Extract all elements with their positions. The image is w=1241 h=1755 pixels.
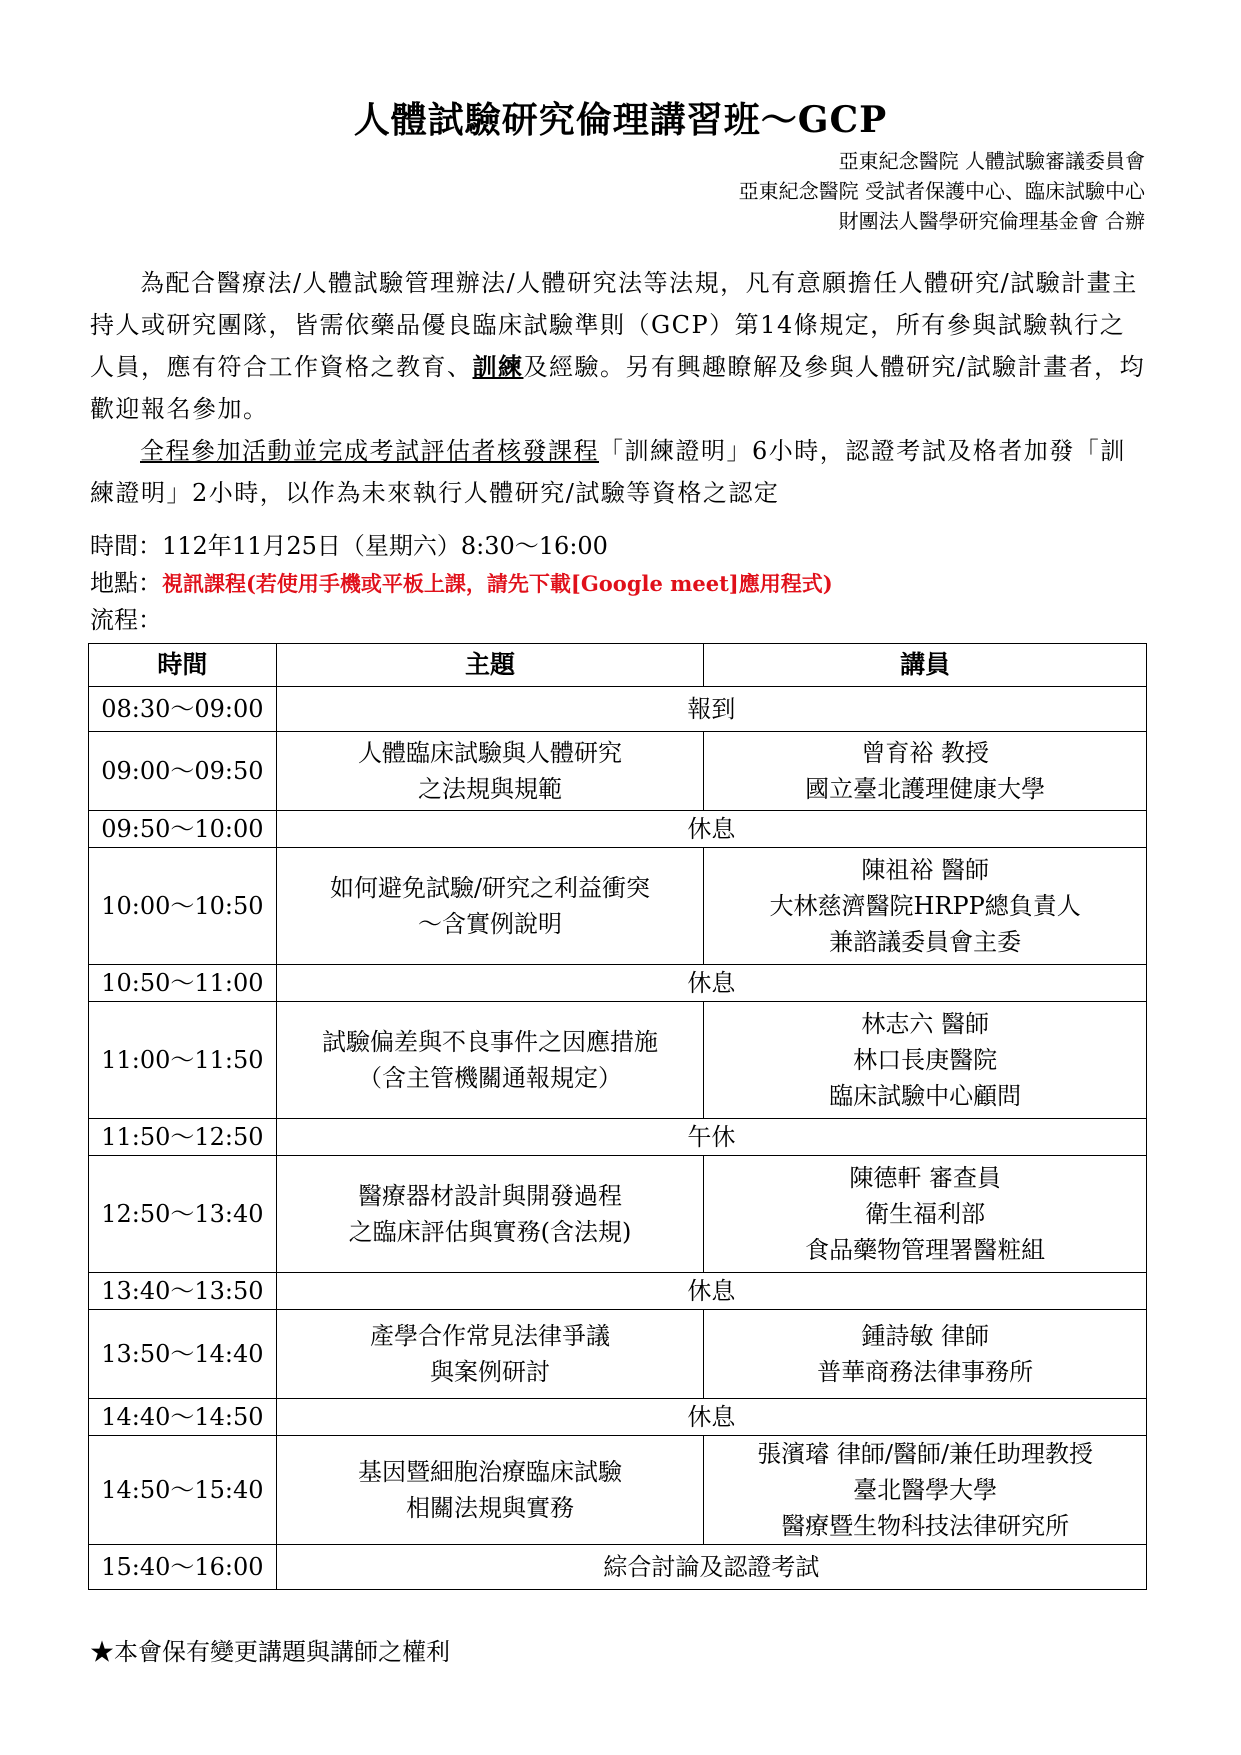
speaker-line: 國立臺北護理健康大學	[805, 775, 1046, 803]
speaker-cell	[704, 1156, 1147, 1273]
header-speaker: 講員	[704, 644, 1147, 687]
speaker-line: 鍾詩敏 律師	[861, 1322, 989, 1350]
speaker-line: 普華商務法律事務所	[817, 1358, 1034, 1386]
topic-line: 人體臨床試驗與人體研究	[358, 739, 622, 767]
speaker-line: 臨床試驗中心顧問	[829, 1082, 1022, 1110]
table-row	[89, 1310, 1147, 1399]
topic-line: 如何避免試驗/研究之利益衝突	[329, 874, 651, 902]
topic-line: 產學合作常見法律爭議	[370, 1322, 610, 1350]
intro-p2-text: 「訓練證明」6小時，認證考試及格者加發「訓練證明」2小時，以作為未來執行人體研究/試驗等資格之認定	[90, 437, 1126, 507]
event-info	[90, 528, 833, 639]
organizer-line: 財團法人醫學研究倫理基金會 合辦	[838, 209, 1145, 233]
time-cell: 14:50～15:40	[89, 1436, 277, 1545]
intro-p1-bold: 訓練	[472, 352, 524, 381]
merged-cell: 綜合討論及認證考試	[276, 1545, 1146, 1590]
time-row	[90, 528, 833, 565]
speaker-line: 張濱璿 律師/醫師/兼任助理教授	[757, 1440, 1094, 1468]
table-row	[89, 732, 1147, 811]
place-value: 視訊課程(若使用手機或平板上課，請先下載[Google meet]應用程式)	[162, 571, 833, 596]
speaker-line: 臺北醫學大學	[853, 1476, 998, 1504]
merged-cell: 休息	[276, 1399, 1146, 1436]
table-row	[89, 1436, 1147, 1545]
topic-cell	[276, 1310, 704, 1399]
speaker-cell	[704, 732, 1147, 811]
time-cell: 10:50～11:00	[89, 965, 277, 1002]
topic-cell	[276, 1436, 704, 1545]
table-row	[89, 811, 1147, 848]
topic-cell	[276, 848, 704, 965]
organizer-line: 亞東紀念醫院 人體試驗審議委員會	[838, 149, 1145, 173]
time-cell: 12:50～13:40	[89, 1156, 277, 1273]
intro-p2-underlined: 全程參加活動並完成考試評估者核發課程	[140, 437, 599, 465]
time-cell: 15:40～16:00	[89, 1545, 277, 1590]
speaker-cell	[704, 1002, 1147, 1119]
speaker-line: 大林慈濟醫院HRPP總負責人	[769, 892, 1081, 920]
intro-paragraph-1	[90, 262, 1150, 430]
merged-cell: 休息	[276, 965, 1146, 1002]
time-cell: 13:40～13:50	[89, 1273, 277, 1310]
speaker-cell	[704, 1436, 1147, 1545]
table-row	[89, 965, 1147, 1002]
table-row	[89, 848, 1147, 965]
speaker-line: 林志六 醫師	[861, 1010, 989, 1038]
topic-cell	[276, 732, 704, 811]
organizer-line: 亞東紀念醫院 受試者保護中心、臨床試驗中心	[738, 179, 1145, 203]
speaker-line: 陳德軒 審查員	[849, 1164, 1001, 1192]
topic-line: 之法規與規範	[418, 775, 562, 803]
topic-line: 基因暨細胞治療臨床試驗	[358, 1458, 622, 1486]
speaker-line: 林口長庚醫院	[853, 1046, 998, 1074]
time-value: 112年11月25日（星期六）8:30～16:00	[162, 532, 608, 560]
table-row	[89, 1399, 1147, 1436]
topic-line: 與案例研討	[430, 1358, 550, 1386]
time-cell: 11:50～12:50	[89, 1119, 277, 1156]
speaker-line: 兼諮議委員會主委	[829, 928, 1022, 956]
speaker-line: 食品藥物管理署醫粧組	[805, 1236, 1046, 1264]
organizers	[739, 146, 1145, 236]
schedule-table	[88, 643, 1147, 1590]
topic-line: （含主管機關通報規定）	[358, 1064, 622, 1092]
topic-line: ～含實例說明	[418, 910, 562, 938]
topic-line: 相關法規與實務	[406, 1494, 574, 1522]
header-time: 時間	[89, 644, 277, 687]
intro-paragraph-2	[90, 430, 1150, 514]
topic-line: 醫療器材設計與開發過程	[358, 1182, 622, 1210]
topic-cell	[276, 1002, 704, 1119]
topic-line: 之臨床評估與實務(含法規)	[348, 1218, 632, 1246]
merged-cell: 休息	[276, 1273, 1146, 1310]
flow-label: 流程：	[90, 606, 162, 634]
time-cell: 09:00～09:50	[89, 732, 277, 811]
place-row	[90, 565, 833, 602]
table-row	[89, 687, 1147, 732]
table-row	[89, 1119, 1147, 1156]
topic-cell	[276, 1156, 704, 1273]
time-cell: 14:40～14:50	[89, 1399, 277, 1436]
speaker-cell	[704, 848, 1147, 965]
footnote: ★本會保有變更講題與講師之權利	[90, 1638, 450, 1666]
time-cell: 11:00～11:50	[89, 1002, 277, 1119]
flow-row	[90, 602, 833, 639]
topic-line: 試驗偏差與不良事件之因應措施	[322, 1028, 658, 1056]
header-topic: 主題	[276, 644, 704, 687]
time-cell: 09:50～10:00	[89, 811, 277, 848]
table-row	[89, 1545, 1147, 1590]
page-title: 人體試驗研究倫理講習班～GCP	[353, 99, 888, 141]
time-cell: 08:30～09:00	[89, 687, 277, 732]
merged-cell: 休息	[276, 811, 1146, 848]
schedule-header-row	[89, 644, 1147, 687]
speaker-cell	[704, 1310, 1147, 1399]
table-row	[89, 1273, 1147, 1310]
merged-cell: 報到	[276, 687, 1146, 732]
table-row	[89, 1156, 1147, 1273]
table-row	[89, 1002, 1147, 1119]
place-label: 地點：	[90, 569, 162, 597]
speaker-line: 曾育裕 教授	[861, 739, 989, 767]
intro-p1-text-2: 及經驗。另有興趣瞭解及參與人體研究/試驗計畫者，均歡迎報名參加。	[90, 353, 1146, 423]
intro-text	[90, 262, 1150, 514]
speaker-line: 衛生福利部	[865, 1200, 986, 1228]
speaker-line: 醫療暨生物科技法律研究所	[781, 1512, 1070, 1540]
time-cell: 10:00～10:50	[89, 848, 277, 965]
time-label: 時間：	[90, 532, 162, 560]
time-cell: 13:50～14:40	[89, 1310, 277, 1399]
intro-p1-text: 為配合醫療法/人體試驗管理辦法/人體研究法等法規，凡有意願擔任人體研究/試驗計畫主持人或研究團隊，皆需依藥品優良臨床試驗準則（GCP）第14條規定，所有參與試驗執行之人員，應有符合工作資格之教育、	[90, 269, 1138, 381]
speaker-line: 陳祖裕 醫師	[861, 856, 989, 884]
merged-cell: 午休	[276, 1119, 1146, 1156]
